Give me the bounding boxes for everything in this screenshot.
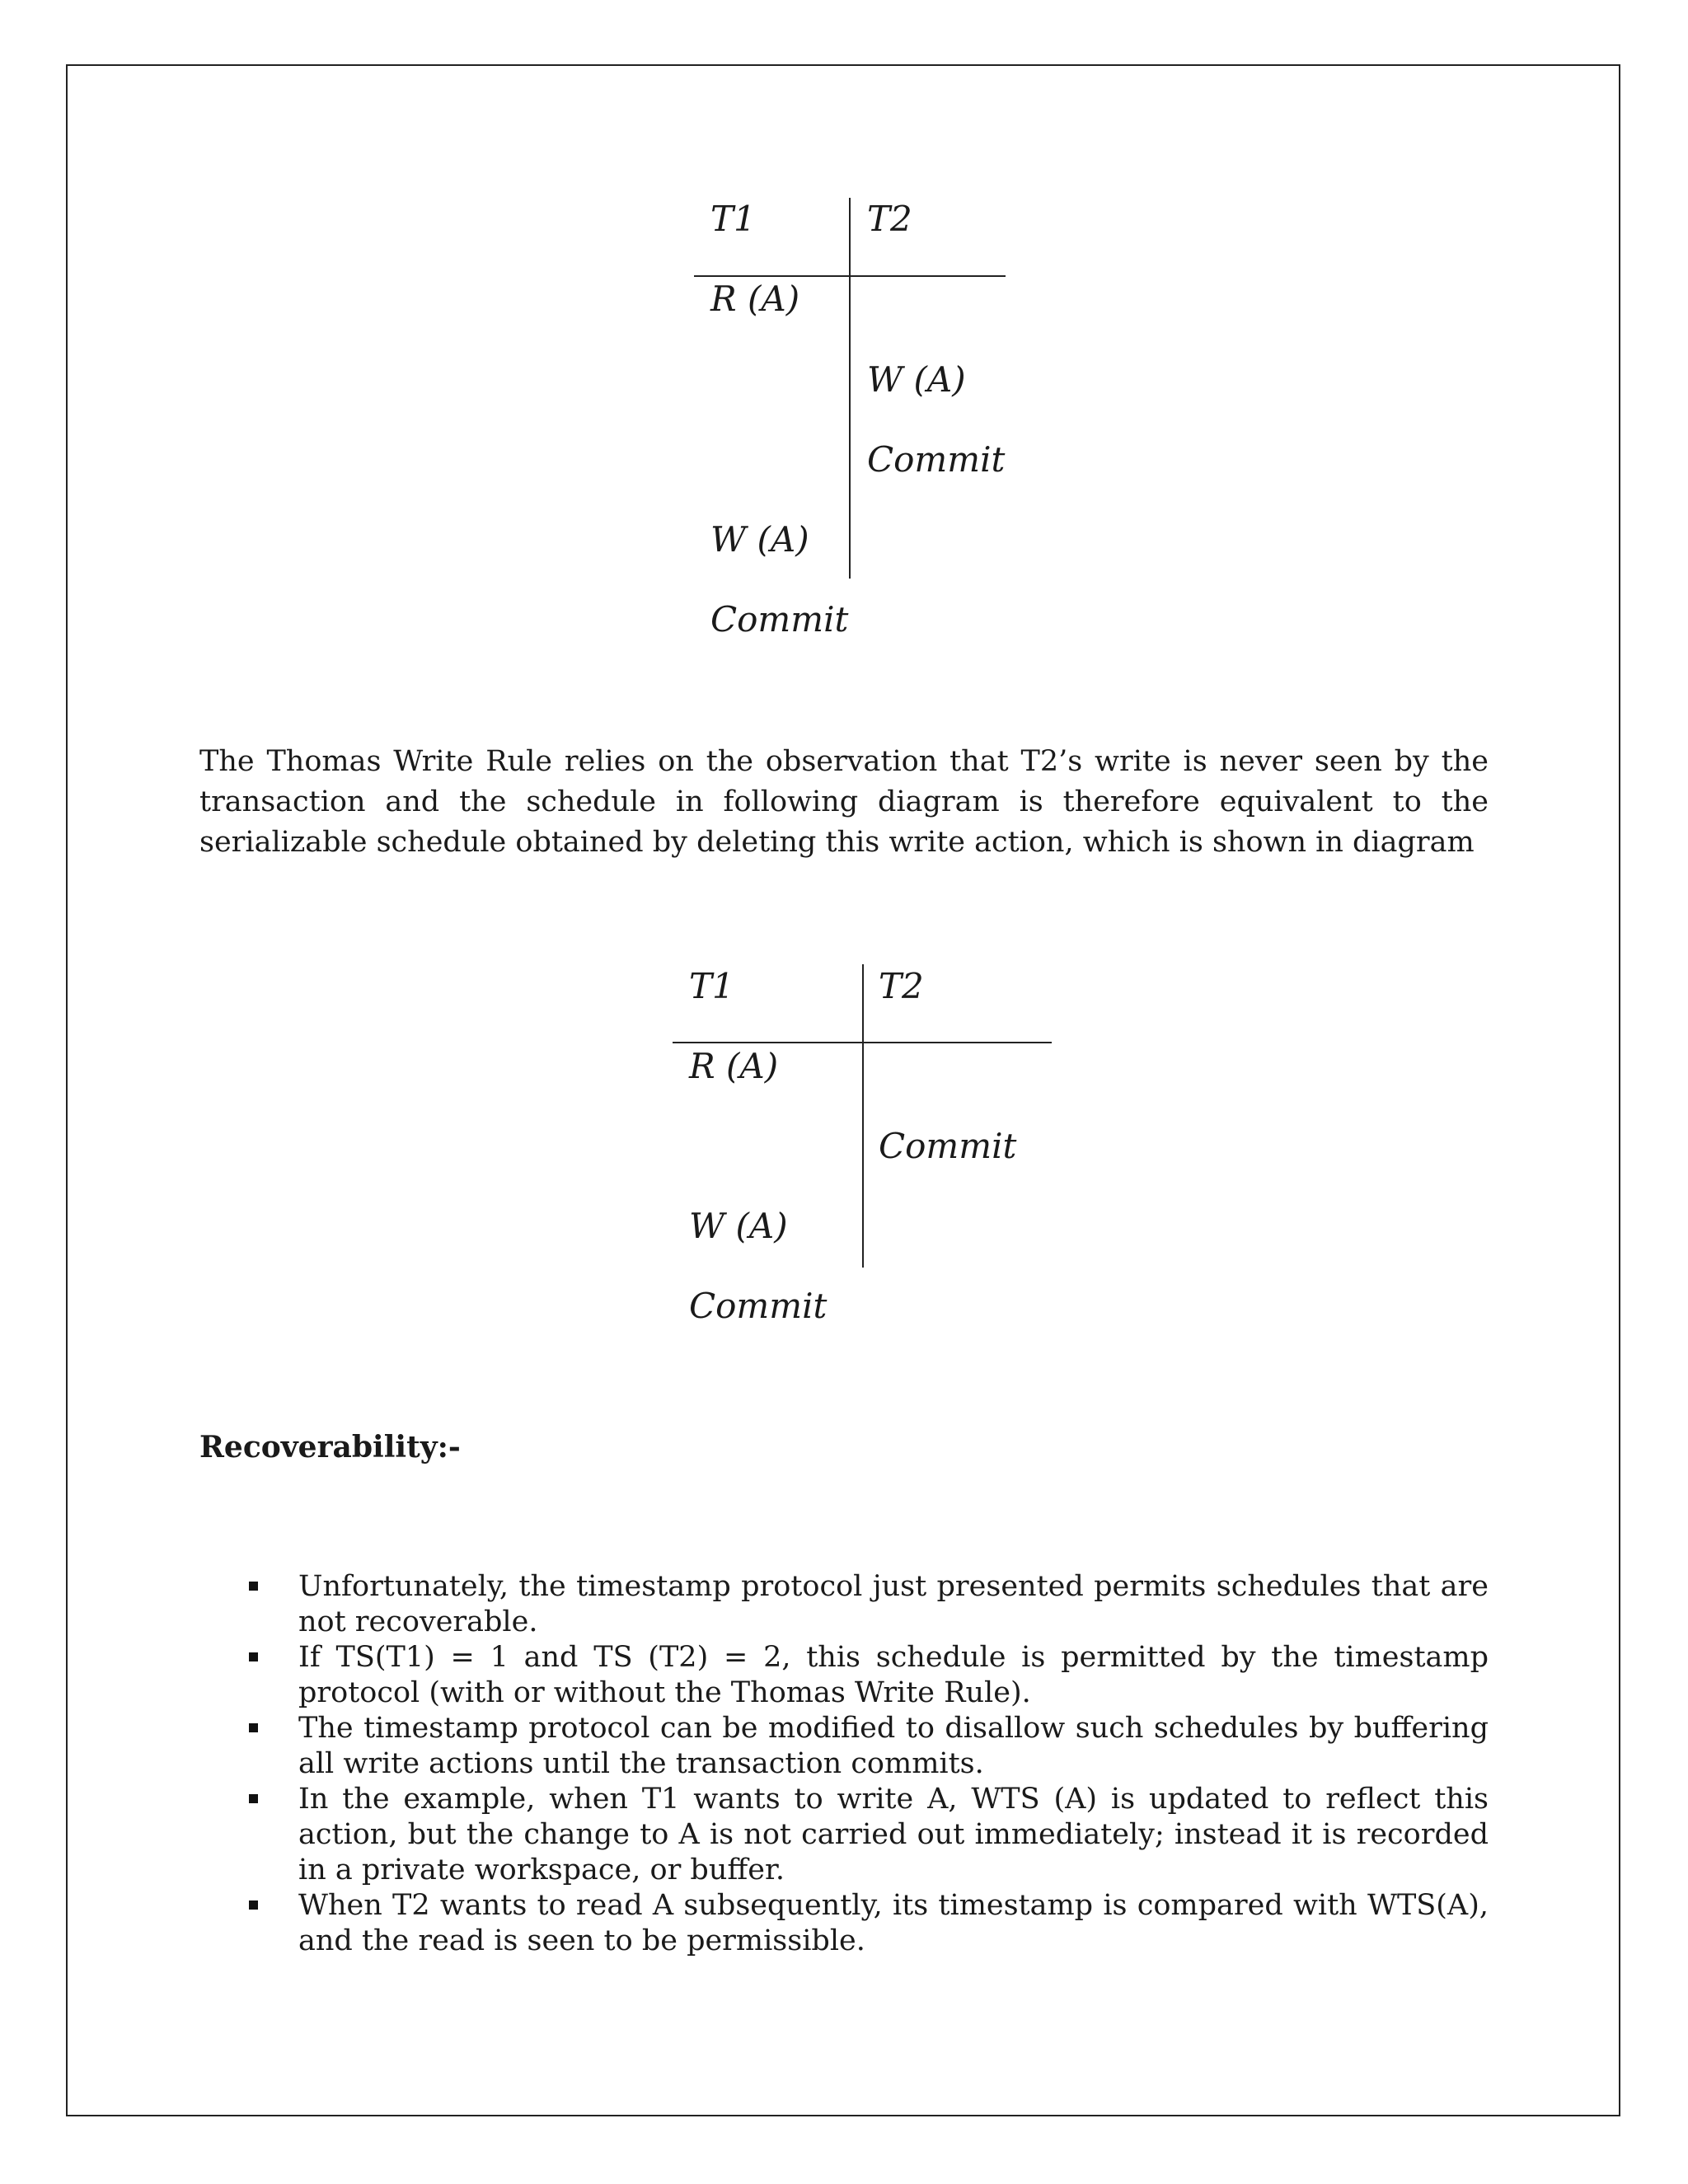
bullet-marker [249, 1794, 258, 1803]
list-item-text: The timestamp protocol can be modified to disallow such schedules by buffering all write actions until the transaction commits. [298, 1712, 1489, 1780]
header-rule [673, 1042, 1052, 1043]
t2-header: T2 [867, 199, 912, 239]
list-item-text: In the example, when T1 wants to write A, WTS (A) is updated to reflect this action, but the change to A is not carried out immediately; instead it is recorded in a private workspace, or buffer. [298, 1783, 1489, 1886]
list-item [199, 1888, 1489, 1959]
bullet-marker [249, 1723, 258, 1732]
t2-commit-action: Commit [879, 1126, 1017, 1166]
t2-commit-action: Commit [867, 439, 1006, 480]
bullet-marker [249, 1582, 258, 1591]
list-item-text: If TS(T1) = 1 and TS (T2) = 2, this schedule is permitted by the timestamp protocol (with or without the Thomas Write Rule). [298, 1641, 1489, 1709]
list-item-text: When T2 wants to read A subsequently, its timestamp is compared with WTS(A), and the read is seen to be permissible. [298, 1889, 1489, 1957]
bullet-marker [249, 1900, 258, 1910]
t1-commit-action: Commit [689, 1286, 828, 1326]
t1-read-action: R (A) [689, 1046, 779, 1086]
bullet-marker [249, 1652, 258, 1661]
t1-write-action: W (A) [689, 1206, 788, 1246]
t1-commit-action: Commit [710, 599, 849, 640]
list-item-text: Unfortunately, the timestamp protocol just presented permits schedules that are not recoverable. [298, 1570, 1489, 1638]
column-divider [849, 198, 851, 579]
t1-write-action: W (A) [710, 519, 809, 560]
t1-read-action: R (A) [710, 279, 800, 319]
list-item [199, 1782, 1489, 1888]
list-item [199, 1711, 1489, 1782]
bullet-list [199, 1569, 1489, 1959]
list-item [199, 1569, 1489, 1640]
column-divider [862, 964, 864, 1268]
section-heading: Recoverability:- [199, 1430, 461, 1465]
t1-header: T1 [689, 966, 734, 1006]
t1-header: T1 [710, 199, 756, 239]
list-item [199, 1640, 1489, 1711]
t2-write-action: W (A) [867, 359, 966, 400]
body-paragraph: The Thomas Write Rule relies on the observation that T2’s write is never seen by the transaction and the schedule in following diagram is therefore equivalent to the serializable schedule obtained by deleting this write action, which is shown in diagram [199, 745, 1489, 859]
header-rule [694, 275, 1006, 277]
t2-header: T2 [879, 966, 924, 1006]
